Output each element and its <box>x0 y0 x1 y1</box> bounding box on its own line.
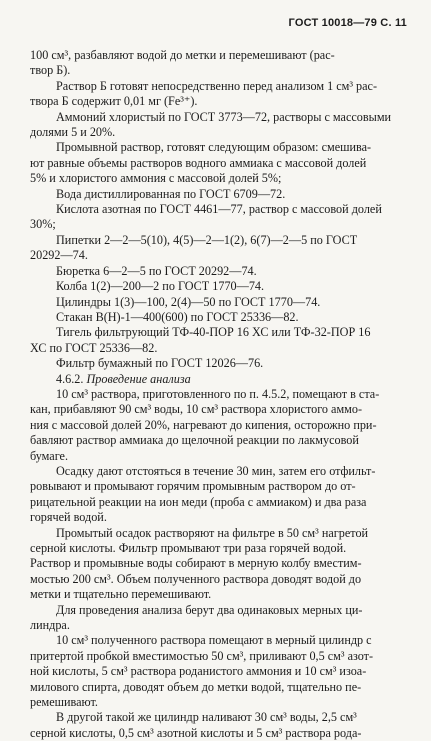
text-line: Вода дистиллированная по ГОСТ 6709—72. <box>56 186 286 201</box>
text-line: метки и тщательно перемешивают. <box>30 587 212 602</box>
text-line: 20292—74. <box>30 248 88 263</box>
text-line: твора Б содержит 0,01 мг (Fe³⁺). <box>30 94 198 109</box>
text-line: Пипетки 2—2—5(10), 4(5)—2—1(2), 6(7)—2—5 по ГОСТ <box>56 232 358 247</box>
text-line: Раствор и промывные воды собирают в мерную колбу вместим- <box>30 556 362 571</box>
text-line: Для проведения анализа берут два одинаковых мерных ци- <box>56 602 363 617</box>
text-line <box>30 372 407 387</box>
text-line: долями 5 и 20%. <box>30 125 116 140</box>
text-line: Раствор Б готовят непосредственно перед анализом 1 см³ рас- <box>56 78 378 93</box>
text-line: 100 см³, разбавляют водой до метки и перемешивают (рас- <box>30 48 335 62</box>
text-line: линдра. <box>30 618 70 633</box>
text-line: Аммоний хлористый по ГОСТ 3773—72, растворы с массовыми <box>56 109 392 124</box>
text-line: Тигель фильтрующий ТФ-40-ПОР 16 ХС или ТФ-32-ПОР 16 <box>56 325 371 340</box>
text-line: серной кислоты, 0,5 см³ азотной кислоты и 5 см³ раствора рода- <box>30 725 362 740</box>
text-line: Цилиндры 1(3)—100, 2(4)—50 по ГОСТ 1770—74. <box>56 294 321 309</box>
text-line: серной кислоты. Фильтр промывают три раза горячей водой. <box>30 541 347 555</box>
text-line: кан, прибавляют 90 см³ воды, 10 см³ раствора хлористого аммо- <box>30 402 363 417</box>
text-line: бумаге. <box>30 448 69 463</box>
text-line: 10 см³ раствора, приготовленного по п. 4.5.2, помещают в ста- <box>56 386 380 401</box>
text-line: притертой пробкой вместимостью 50 см³, приливают 0,5 см³ азот- <box>30 648 374 663</box>
text-line: Промывной раствор, готовят следующим образом: смешива- <box>56 140 372 155</box>
text-line: Стакан В(Н)-1—400(600) по ГОСТ 25336—82. <box>56 309 299 324</box>
text-line: 5% и хлористого аммония с массовой долей 5%; <box>30 171 282 186</box>
text-line: ют равные объемы растворов водного аммиака с массовой долей <box>30 155 367 170</box>
text-line: ровывают и промывают горячим промывным раствором до от- <box>30 479 356 494</box>
text-line: 10 см³ полученного раствора помещают в мерный цилиндр с <box>56 633 372 648</box>
text-line: Осадку дают отстояться в течение 30 мин, затем его отфильт- <box>56 463 376 478</box>
text-line: ной кислоты, 5 см³ раствора роданистого аммония и 10 см³ изоа- <box>30 664 367 679</box>
text-line: Кислота азотная по ГОСТ 4461—77, раствор с массовой долей <box>56 202 382 217</box>
body-text <box>30 48 407 741</box>
text-line: милового спирта, доводят объем до метки водой, тщательно пе- <box>30 679 362 694</box>
page-header: ГОСТ 10018—79 С. 11 <box>288 17 407 29</box>
text-line: В другой такой же цилиндр наливают 30 см³ воды, 2,5 см³ <box>56 710 357 725</box>
text-line: ремешивают. <box>30 695 98 710</box>
text-line: бавляют раствор аммиака до щелочной реакции по лакмусовой <box>30 433 359 448</box>
text-line: Бюретка 6—2—5 по ГОСТ 20292—74. <box>56 263 257 278</box>
section-number: 4.6.2. <box>56 371 87 386</box>
text-line: ния с массовой долей 20%, нагревают до кипения, осторожно при- <box>30 417 377 432</box>
text-line: рицательной реакции на ион меди (проба с аммиаком) и два раза <box>30 494 367 509</box>
text-line: горячей водой. <box>30 510 107 525</box>
text-line: Колба 1(2)—200—2 по ГОСТ 1770—74. <box>56 279 265 294</box>
text-line: 30%; <box>30 217 56 232</box>
section-heading: Проведение анализа <box>86 371 191 386</box>
text-line: Фильтр бумажный по ГОСТ 12026—76. <box>56 356 264 371</box>
text-line: мостью 200 см³. Объем полученного раствора доводят водой до <box>30 571 362 586</box>
text-line: Промытый осадок растворяют на фильтре в 50 см³ нагретой <box>56 525 369 540</box>
text-line: твор Б). <box>30 63 71 78</box>
text-line: ХС по ГОСТ 25336—82. <box>30 340 158 355</box>
